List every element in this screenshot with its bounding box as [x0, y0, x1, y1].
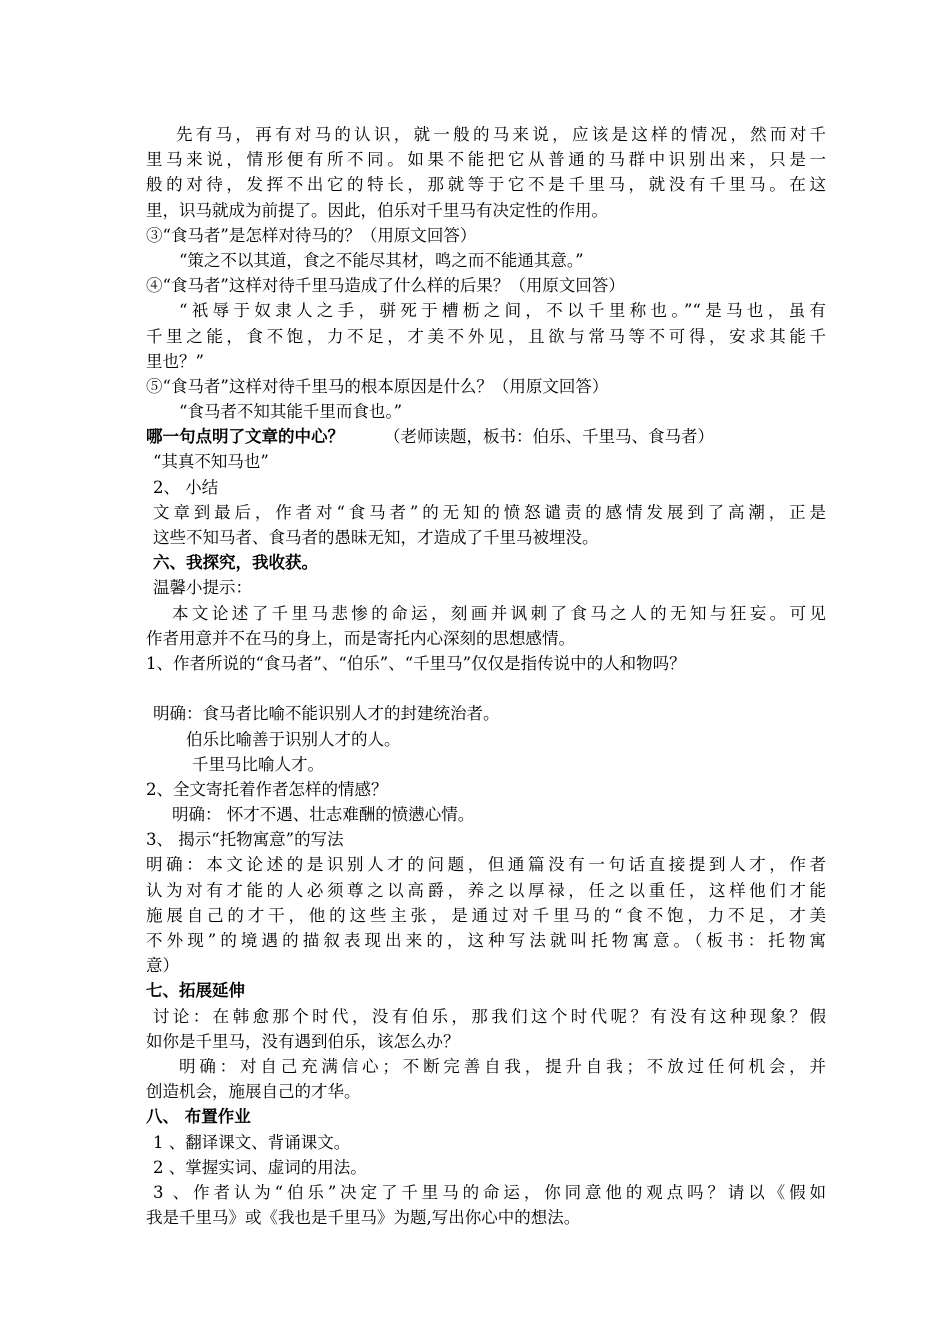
paragraph-line: 般的对待，发挥不出它的特长，那就等于它不是千里马，就没有千里马。在这 — [146, 175, 826, 195]
discussion-answer-line: 明确：对自己充满信心；不断完善自我，提升自我；不放过任何机会，并 — [179, 1056, 826, 1076]
answer-5: “食马者不知其能千里而食也。” — [179, 402, 403, 422]
question-2: 2、全文寄托着作者怎样的情感？ — [146, 779, 388, 799]
discussion-answer-line: 创造机会，施展自己的才华。 — [146, 1082, 361, 1102]
central-question-text: 哪一句点明了文章的中心？ — [146, 427, 344, 447]
answer-3-line: 认为对有才能的人必须尊之以高爵，养之以厚禄，任之以重任，这样他们才能 — [146, 880, 826, 900]
answer-1-line: 千里马比喻人才。 — [192, 754, 324, 774]
teacher-note: （老师读题，板书：伯乐、千里马、食马者） — [384, 427, 714, 447]
answer-3: “策之不以其道，食之不能尽其材，鸣之而不能通其意。” — [179, 250, 584, 270]
homework-item: 2 、掌握实词、虚词的用法。 — [153, 1157, 367, 1177]
answer-3-line: 明确：本文论述的是识别人才的问题，但通篇没有一句话直接提到人才，作者 — [146, 855, 826, 875]
section-summary-heading: 2、 小结 — [153, 477, 219, 497]
discussion-line: 如你是千里马，没有遇到伯乐，该怎么办？ — [146, 1031, 460, 1051]
central-question — [146, 424, 826, 449]
question-1: 1、作者所说的“食马者”、“伯乐”、“千里马”仅仅是指传说中的人和物吗？ — [146, 653, 686, 673]
section-6-heading: 六、我探究，我收获。 — [153, 553, 318, 573]
question-5: ⑤“食马者”这样对待千里马的根本原因是什么？（用原文回答） — [146, 376, 609, 396]
summary-line: 文章到最后，作者对“食马者”的无知的愤怒谴责的感情发展到了高潮，正是 — [153, 502, 826, 522]
homework-item: 1 、翻译课文、背诵课文。 — [153, 1132, 351, 1152]
discussion-line: 讨论：在韩愈那个时代，没有伯乐，那我们这个时代呢？有没有这种现象？假 — [153, 1006, 826, 1026]
answer-4-line: 里也？” — [146, 351, 204, 371]
section-7-heading: 七、拓展延伸 — [146, 981, 245, 1001]
homework-item: 我是千里马》或《我也是千里马》为题,写出你心中的想法。 — [146, 1208, 581, 1228]
section-8-heading: 八、 布置作业 — [146, 1107, 251, 1127]
document-page — [146, 122, 826, 1230]
tip-label: 温馨小提示： — [153, 578, 252, 598]
question-3-method: 3、 揭示“托物寓意”的写法 — [146, 830, 344, 850]
answer-3-line: 意） — [146, 956, 179, 976]
answer-1-line: 伯乐比喻善于识别人才的人。 — [186, 729, 401, 749]
answer-3-line: 不外现”的境遇的描叙表现出来的，这种写法就叫托物寓意。（板书：托物寓 — [146, 931, 826, 950]
answer-4-line: 千里之能，食不饱，力不足，才美不外见，且欲与常马等不可得，安求其能千 — [146, 326, 826, 346]
homework-item: 3 、作者认为“伯乐”决定了千里马的命运，你同意他的观点吗？请以《假如 — [153, 1182, 826, 1202]
answer-4-line: “祇辱于奴隶人之手，骈死于槽枥之间，不以千里称也。”“是马也，虽有 — [179, 301, 826, 321]
paragraph-line: 里，识马就成为前提了。因此，伯乐对千里马有决定性的作用。 — [146, 200, 608, 220]
blank-line — [146, 676, 826, 701]
question-4: ④“食马者”这样对待千里马造成了什么样的后果？（用原文回答） — [146, 276, 625, 296]
answer-3-line: 施展自己的才干，他的这些主张，是通过对千里马的“食不饱，力不足，才美 — [146, 905, 826, 925]
question-3: ③“食马者”是怎样对待马的？（用原文回答） — [146, 225, 477, 245]
central-answer: “其真不知马也” — [153, 452, 269, 472]
answer-2: 明确： 怀才不遇、壮志难酬的愤懑心情。 — [172, 805, 475, 825]
paragraph-line: 里马来说，情形便有所不同。如果不能把它从普通的马群中识别出来，只是一 — [146, 150, 826, 170]
answer-1-line: 明确：食马者比喻不能识别人才的封建统治者。 — [153, 704, 500, 724]
tip-line: 本文论述了千里马悲惨的命运，刻画并讽刺了食马之人的无知与狂妄。可见 — [172, 603, 826, 623]
tip-line: 作者用意并不在马的身上，而是寄托内心深刻的思想感情。 — [146, 628, 575, 648]
summary-line: 这些不知马者、食马者的愚昧无知，才造成了千里马被埋没。 — [153, 528, 599, 547]
paragraph-line: 先有马，再有对马的认识，就一般的马来说，应该是这样的情况，然而对千 — [176, 125, 826, 144]
